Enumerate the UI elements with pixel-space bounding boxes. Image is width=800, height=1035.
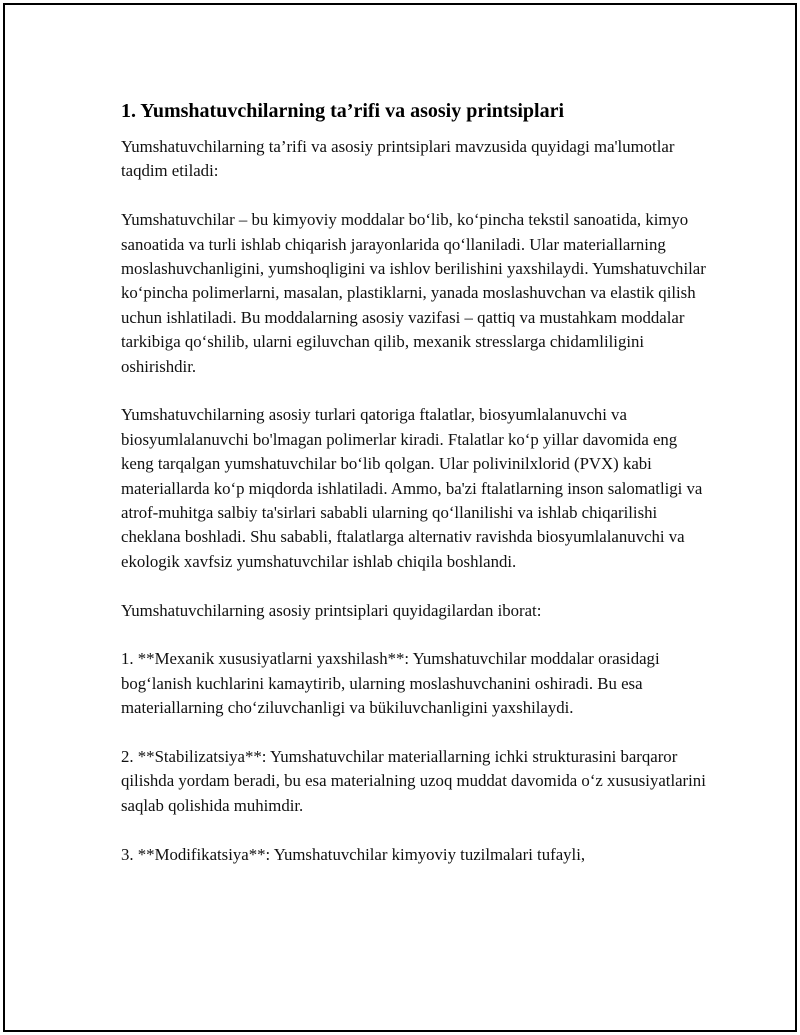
paragraph-types: Yumshatuvchilarning asosiy turlari qatoriga ftalatlar, biosyumlalanuvchi va biosyumlalanuvchi bo'lmagan polimerlar kiradi. Ftalatlar ko‘p yillar davomida eng keng tarqalgan yumshatuvchilar bo‘lib qolgan. Ular polivinilxlorid (PVX) kabi materiallarda ko‘p miqdorda ishlatiladi. Ammo, ba'zi ftalatlarning inson salomatligi va atrof-muhitga salbiy ta'sirlari sababli ularning qo‘llanilishi va ishlab chiqarilishi cheklana boshladi. Shu sababli, ftalatlarga alternativ ravishda biosyumlalanuvchi va ekologik xavfsiz yumshatuvchilar ishlab chiqila boshlandi. (121, 405, 703, 571)
paragraph-definition: Yumshatuvchilar – bu kimyoviy moddalar bo‘lib, ko‘pincha tekstil sanoatida, kimyo sanoatida va turli ishlab chiqarish jarayonlarida qo‘llaniladi. Ular materiallarning moslashuvchanligini, yumshoqligini va ishlov berilishini yaxshilaydi. Yumshatuvchilar ko‘pincha polimerlarni, masalan, plastiklarni, yanada moslashuvchan va elastik qilish uchun ishlatiladi. Bu moddalarning asosiy vazifasi – qattiq va mustahkam moddalar tarkibiga qo‘shilib, ularni egiluvchan qilib, mexanik stresslarga chidamliligini oshirishdir. (121, 210, 706, 376)
list-item-mechanical: 1. **Mexanik xususiyatlarni yaxshilash**: Yumshatuvchilar moddalar orasidagi bog‘lanish kuchlarini kamaytirib, ularning moslashuvchanini oshiradi. Bu esa materiallarning cho‘ziluvchanligi va bükiluvchanligini yaxshilaydi. (121, 649, 660, 718)
document-body (121, 97, 711, 867)
list-item-modification: 3. **Modifikatsiya**: Yumshatuvchilar kimyoviy tuzilmalari tufayli, (121, 844, 586, 864)
paragraph-intro: Yumshatuvchilarning ta’rifi va asosiy printsiplari mavzusida quyidagi ma'lumotlar taqdim etiladi: (121, 137, 675, 181)
paragraph-principles-intro: Yumshatuvchilarning asosiy printsiplari quyidagilardan iborat: (121, 600, 542, 620)
list-item-stabilization: 2. **Stabilizatsiya**: Yumshatuvchilar materiallarning ichki strukturasini barqaror qilishda yordam beradi, bu esa materialning uzoq muddat davomida o‘z xususiyatlarini saqlab qolishida muhimdir. (121, 747, 706, 815)
page-frame (3, 3, 797, 1032)
section-heading: 1. Yumshatuvchilarning ta’rifi va asosiy printsiplari (121, 100, 565, 122)
